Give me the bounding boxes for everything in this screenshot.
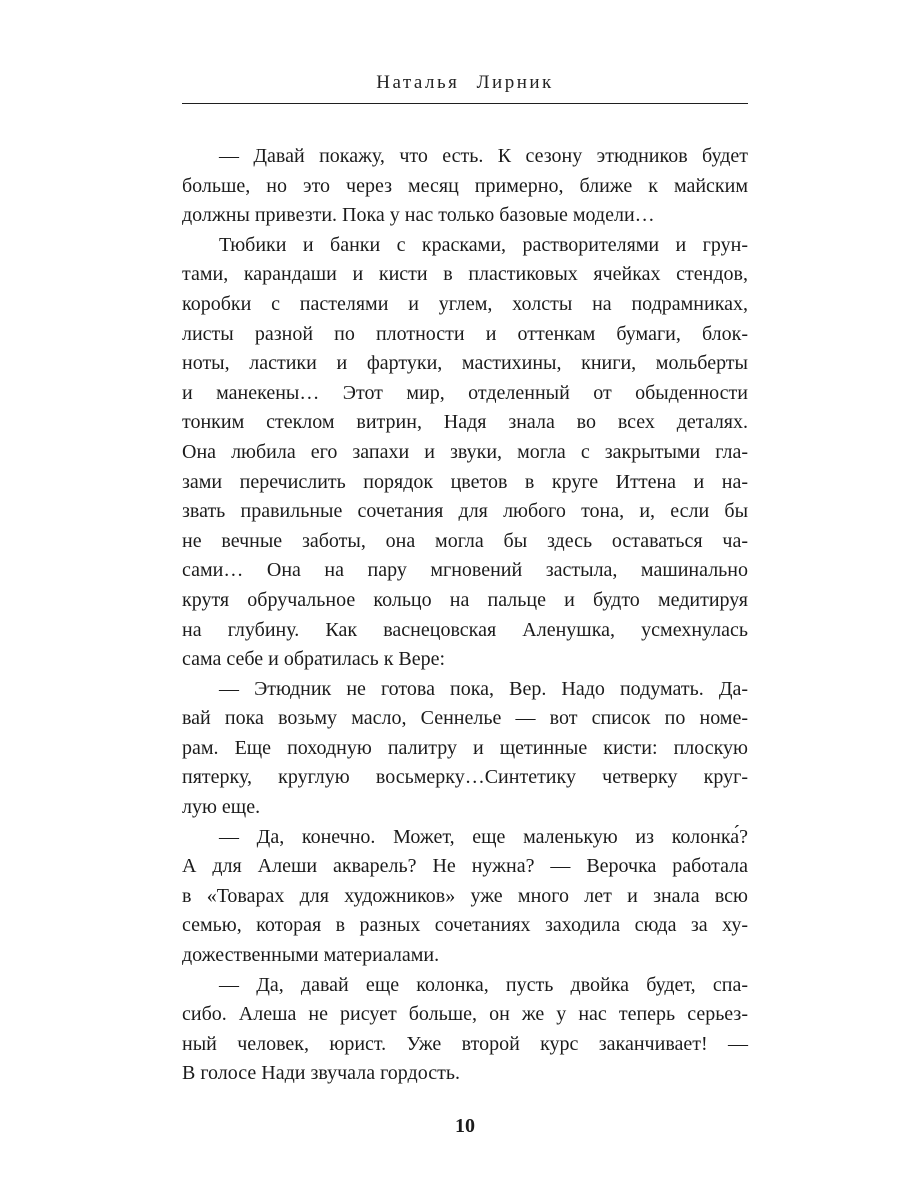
text-line: листы разной по плотности и оттенкам бумаги, блок-	[182, 322, 748, 345]
text-line: — Да, давай еще колонка, пусть двойка будет, спа-	[219, 973, 748, 996]
paragraph	[182, 231, 748, 675]
text-line: больше, но это через месяц примерно, ближе к майским	[182, 174, 748, 197]
text-line: А для Алеши акварель? Не нужна? — Верочка работала	[182, 855, 748, 878]
text-line: пятерку, круглую восьмерку…Синтетику четверку круг-	[182, 766, 748, 789]
text-line: Тюбики и банки с красками, растворителями и грун-	[219, 233, 748, 256]
text-line: и манекены… Этот мир, отделенный от обыденности	[182, 381, 748, 404]
text-line: на глубину. Как васнецовская Аленушка, усмехнулась	[182, 618, 748, 641]
header-rule-divider	[182, 103, 748, 104]
text-line: ноты, ластики и фартуки, мастихины, книги, мольберты	[182, 352, 748, 375]
text-line: тами, карандаши и кисти в пластиковых ячейках стендов,	[182, 263, 748, 286]
text-block	[182, 142, 748, 1089]
paragraph	[182, 823, 748, 971]
running-header: Наталья Лирник	[376, 72, 554, 93]
text-line: — Этюдник не готова пока, Вер. Надо подумать. Да-	[219, 677, 748, 700]
text-line: сами… Она на пару мгновений застыла, машинально	[182, 559, 748, 582]
paragraph	[182, 971, 748, 1089]
book-page	[182, 72, 748, 1138]
text-line: рам. Еще походную палитру и щетинные кисти: плоскую	[182, 736, 748, 759]
text-line: не вечные заботы, она могла бы здесь оставаться ча-	[182, 529, 748, 552]
text-line: коробки с пастелями и углем, холсты на подрамниках,	[182, 292, 748, 315]
text-line: — Давай покажу, что есть. К сезону этюдников будет	[219, 145, 748, 167]
text-line: Она любила его запахи и звуки, могла с закрытыми гла-	[182, 440, 748, 463]
paragraph	[182, 142, 748, 231]
text-line: — Да, конечно. Может, еще маленькую из колонка́?	[219, 825, 748, 848]
paragraph	[182, 675, 748, 823]
text-line: дожественными материалами.	[182, 944, 440, 967]
text-line: звать правильные сочетания для любого тона, и, если бы	[182, 500, 748, 523]
text-line: лую еще.	[182, 796, 261, 819]
text-line: тонким стеклом витрин, Надя знала во всех деталях.	[182, 411, 748, 434]
text-line: семью, которая в разных сочетаниях заходила сюда за ху-	[182, 914, 748, 937]
text-line: ный человек, юрист. Уже второй курс заканчивает! —	[182, 1032, 748, 1055]
text-line: крутя обручальное кольцо на пальце и будто медитируя	[182, 588, 748, 611]
text-line: В голосе Нади звучала гордость.	[182, 1062, 460, 1085]
text-line: сама себе и обратилась к Вере:	[182, 648, 446, 671]
text-line: вай пока возьму масло, Сеннелье — вот список по номе-	[182, 707, 748, 730]
page-number: 10	[455, 1115, 475, 1137]
text-line: сибо. Алеша не рисует больше, он же у нас теперь серьез-	[182, 1003, 748, 1026]
text-line: в «Товарах для художников» уже много лет и знала всю	[182, 884, 748, 907]
text-line: зами перечислить порядок цветов в круге Иттена и на-	[182, 470, 748, 493]
text-line: должны привезти. Пока у нас только базовые модели…	[182, 204, 655, 227]
